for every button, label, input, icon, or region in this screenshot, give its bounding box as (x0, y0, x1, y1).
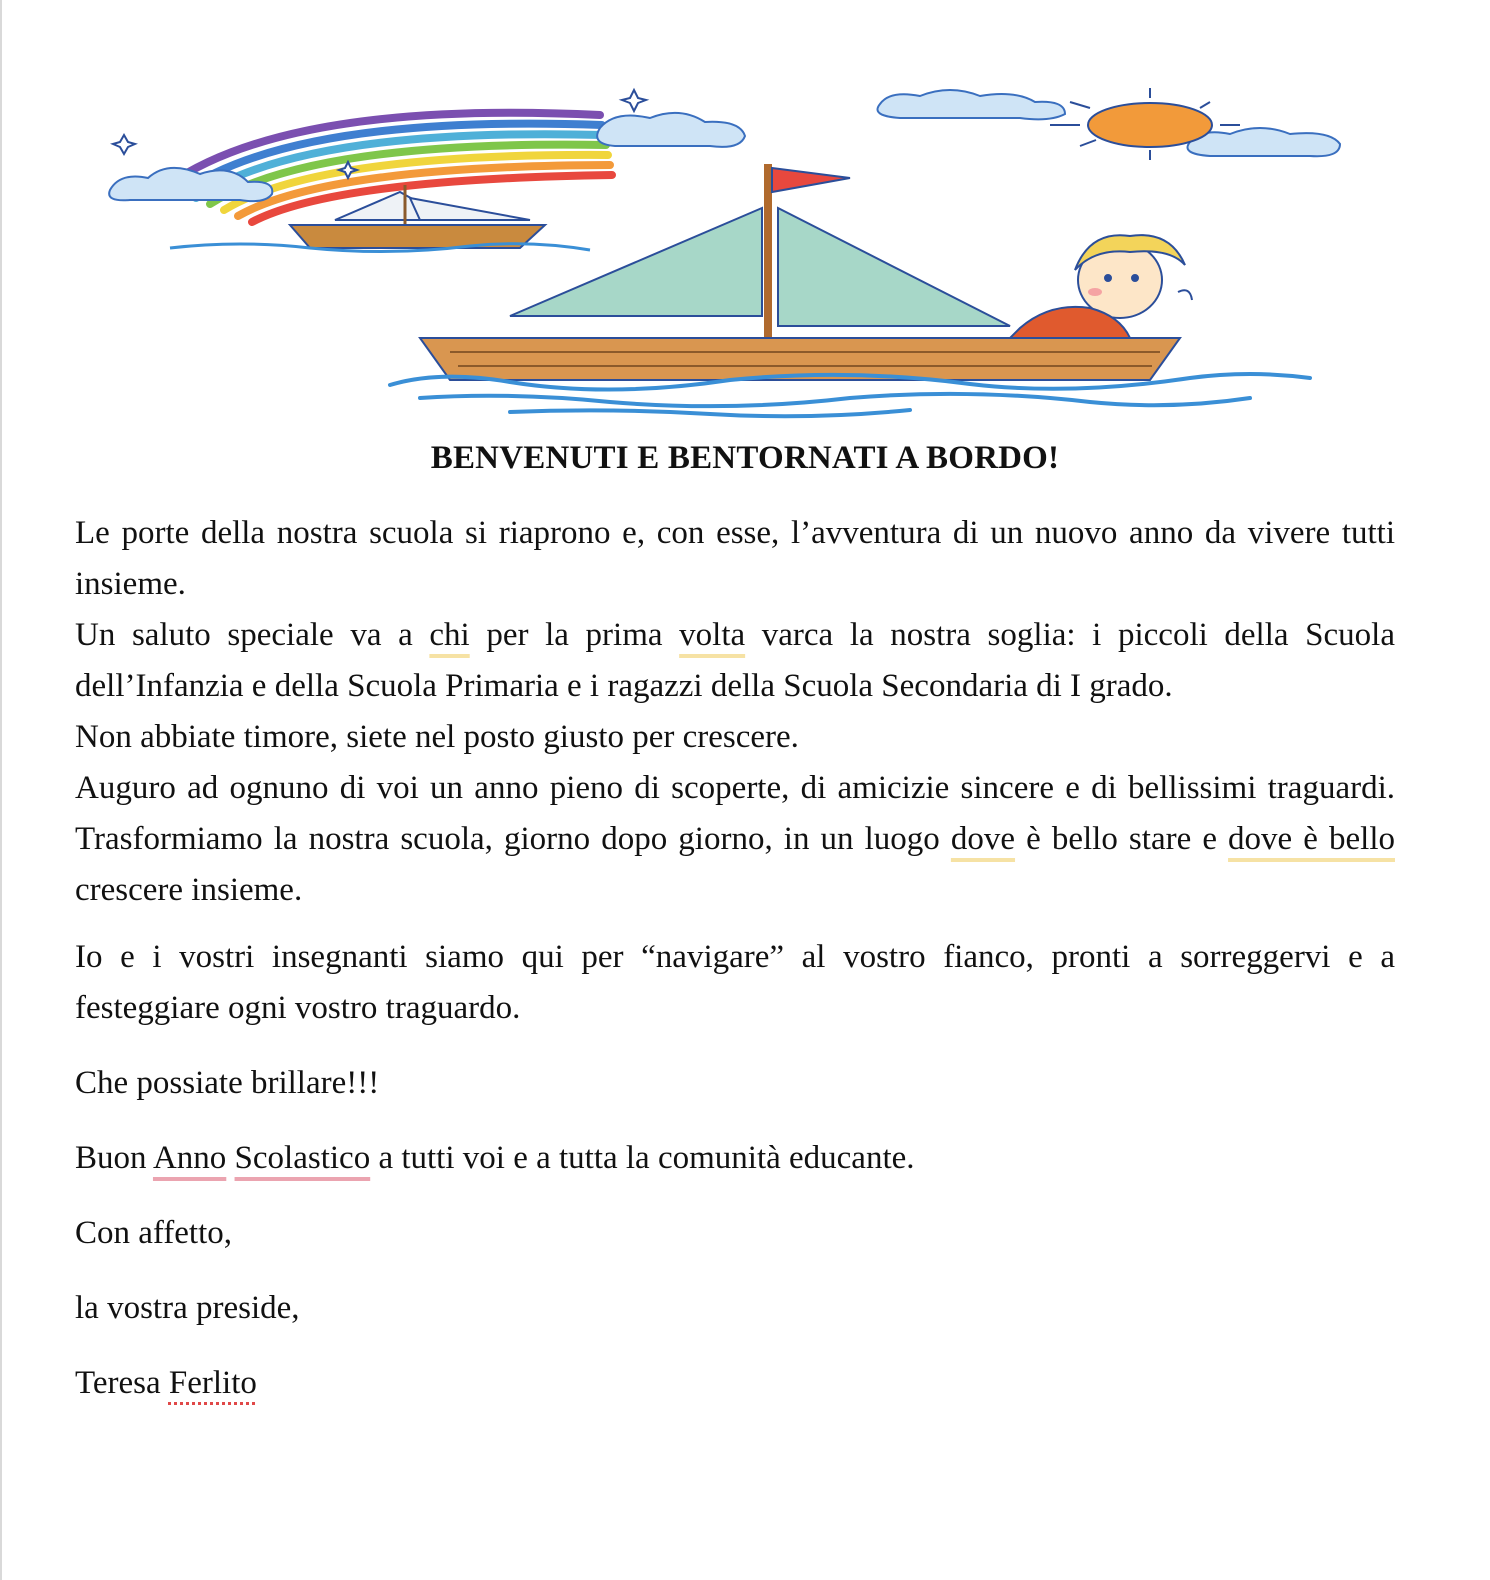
grammar-suggestion-chi[interactable]: chi (429, 617, 470, 653)
greeting-text-1: Un saluto speciale va a (75, 617, 430, 653)
grammar-suggestion-volta[interactable]: volta (679, 617, 746, 653)
paragraph-reassurance: Non abbiate timore, siete nel posto giusto per crescere. (75, 719, 799, 755)
signature-first-name: Teresa (75, 1365, 169, 1401)
document-title: BENVENUTI E BENTORNATI A BORDO! (430, 440, 1060, 476)
capitalization-suggestion-scolastico[interactable]: Scolastico (234, 1140, 371, 1176)
wishes-text-2: è bello stare e (1015, 821, 1229, 857)
spelling-error-ferlito[interactable]: Ferlito (168, 1365, 257, 1401)
grammar-suggestion-dove[interactable]: dove (950, 821, 1016, 857)
school-year-text-1: Buon (75, 1140, 153, 1176)
school-year-text-3: a tutti voi e a tutta la comunità educante. (370, 1140, 915, 1176)
wishes-text-1: Auguro ad ognuno di voi un anno pieno di scoperte, di amicizie sincere e di bellissimi traguardi. Trasformiamo la nostra scuola, giorno dopo giorno, in un luogo (75, 770, 1395, 857)
greeting-text-2: per la prima (469, 617, 680, 653)
paragraph-teachers: Io e i vostri insegnanti siamo qui per “navigare” al vostro fianco, pronti a sorreggervi e a festeggiare ogni vostro traguardo. (75, 939, 1395, 1026)
school-year-text-2 (226, 1140, 234, 1176)
sailboat-illustration (90, 80, 1390, 420)
girl-drawing (1010, 235, 1192, 338)
letter-body (75, 508, 1395, 1409)
wishes-text-3: crescere insieme. (75, 872, 303, 908)
paragraph-wishes (75, 763, 1395, 916)
paragraph-shine: Che possiate brillare!!! (75, 1065, 380, 1101)
signature-name (75, 1358, 1395, 1409)
closing-line: Con affetto, (75, 1215, 233, 1251)
paragraph-school-year (75, 1133, 1395, 1184)
signature-role: la vostra preside, (75, 1290, 300, 1326)
page-edge (0, 0, 2, 1580)
paragraph-intro: Le porte della nostra scuola si riaprono e, con esse, l’avventura di un nuovo anno da vivere tutti insieme. (75, 515, 1395, 602)
greeting-text-3: varca la nostra soglia: i piccoli della Scuola dell’Infanzia e della Scuola Primaria e i ragazzi della Scuola Secondaria di I grado. (75, 617, 1395, 704)
paragraph-greeting (75, 610, 1395, 712)
capitalization-suggestion-anno[interactable]: Anno (152, 1140, 227, 1176)
grammar-suggestion-dove-e-bello[interactable]: dove è bello (1228, 821, 1395, 857)
main-sailboat-drawing (420, 164, 1180, 380)
